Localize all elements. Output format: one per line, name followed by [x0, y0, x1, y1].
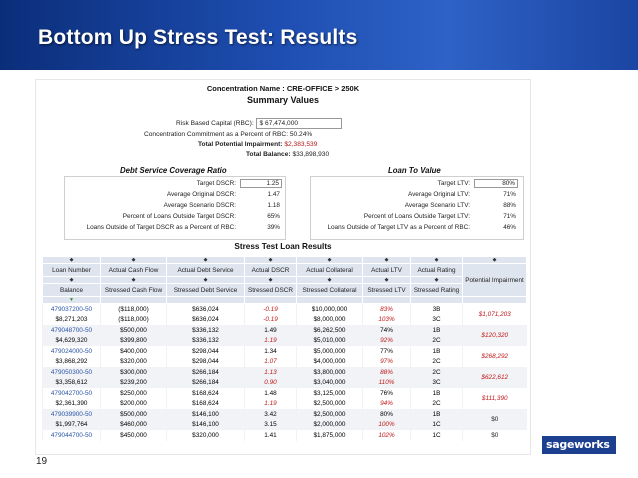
col-header[interactable]: Stressed Rating	[411, 284, 463, 297]
sort-indicator-row	[43, 297, 527, 304]
loan-number-link[interactable]: 479048700-50	[43, 325, 101, 336]
impairment-value: $0	[463, 430, 527, 441]
sort-arrow-icon[interactable]: ◆	[245, 277, 297, 284]
table-row: $3,868,292 $320,000 $298,044 1.07 $4,000,000 97% 2C	[43, 357, 527, 368]
sort-arrow-icon[interactable]: ◆	[463, 257, 527, 264]
sort-arrow-icon[interactable]: ◆	[363, 277, 411, 284]
sort-arrow-icon[interactable]: ◆	[167, 257, 245, 264]
sort-arrow-icon[interactable]: ◆	[245, 257, 297, 264]
sort-arrow-icon[interactable]: ◆	[363, 257, 411, 264]
sort-arrow-icon[interactable]: ◆	[297, 277, 363, 284]
table-row: 479048700-50 $500,000 $336,132 1.49 $6,262,500 74% 1B $120,320	[43, 325, 527, 336]
table-row: $3,358,612 $239,200 $266,184 0.90 $3,040,000 110% 3C	[43, 378, 527, 389]
slide-title: Bottom Up Stress Test: Results	[38, 26, 358, 49]
col-header[interactable]: Stressed DSCR	[245, 284, 297, 297]
sageworks-logo	[542, 436, 616, 454]
table-row: $4,629,320 $399,800 $336,132 1.19 $5,010,000 92% 2C	[43, 336, 527, 347]
sort-arrow-icon[interactable]: ◆	[43, 257, 101, 264]
impairment-value: $268,292	[463, 346, 527, 367]
impairment-value: $111,390	[463, 388, 527, 409]
page-number: 19	[36, 456, 48, 467]
col-header[interactable]: Actual Collateral	[297, 264, 363, 277]
table-row: 479024000-50 $400,000 $298,044 1.34 $5,000,000 77% 1B $268,292	[43, 346, 527, 357]
rbc-input[interactable]: $ 67,474,000	[256, 118, 342, 129]
table-row: $2,361,390 $200,000 $168,624 1.19 $2,500,000 94% 2C	[43, 399, 527, 410]
loan-number-link[interactable]: 479042700-50	[43, 388, 101, 399]
col-header[interactable]: Balance	[43, 284, 101, 297]
col-header[interactable]: Actual LTV	[363, 264, 411, 277]
logo-text: sageworks	[546, 438, 610, 451]
loan-number-link[interactable]: 479024000-50	[43, 346, 101, 357]
sort-arrow-row	[43, 277, 527, 284]
sort-arrow-icon[interactable]: ◆	[101, 257, 167, 264]
sort-down-icon[interactable]: ▼	[43, 297, 101, 304]
concentration-name: Concentration Name : CRE-OFFICE > 250K	[206, 84, 360, 93]
sort-arrow-icon[interactable]: ◆	[167, 277, 245, 284]
sort-arrow-icon[interactable]: ◆	[43, 277, 101, 284]
header-row-bottom	[43, 284, 527, 297]
col-header[interactable]: Actual DSCR	[245, 264, 297, 277]
impairment-value: $120,320	[463, 325, 527, 346]
col-header[interactable]: Stressed Cash Flow	[101, 284, 167, 297]
table-row: 479037200-50 ($118,000) $636,024 -0.19 $10,000,000 83% 3B $1,071,203	[43, 304, 527, 315]
table-row: 479039900-50 $500,000 $146,100 3.42 $2,500,000 80% 1B $0	[43, 409, 527, 420]
col-header[interactable]: Loan Number	[43, 264, 101, 277]
sort-arrow-icon[interactable]: ◆	[411, 257, 463, 264]
dscr-title: Debt Service Coverage Ratio	[120, 166, 227, 175]
impairment-value: $0	[463, 409, 527, 430]
summary-rbc: Risk Based Capital (RBC): $ 67,474,000	[176, 118, 342, 129]
table-title: Stress Test Loan Results	[234, 242, 332, 251]
loan-results-table	[42, 256, 527, 441]
table-row: 479042700-50 $250,000 $168,624 1.48 $3,125,000 76% 1B $111,390	[43, 388, 527, 399]
col-header[interactable]: Stressed Debt Service	[167, 284, 245, 297]
loan-number-link[interactable]: 479037200-50	[43, 304, 101, 315]
col-header[interactable]: Potential Impairment	[463, 264, 527, 297]
title-banner	[0, 0, 638, 70]
header-row-top	[43, 264, 527, 277]
sort-arrow-row	[43, 257, 527, 264]
sort-arrow-icon[interactable]: ◆	[101, 277, 167, 284]
target-dscr-input[interactable]: 1.25	[240, 179, 282, 188]
col-header[interactable]: Stressed LTV	[363, 284, 411, 297]
summary-impairment: Total Potential Impairment: $2,383,539	[198, 141, 318, 148]
col-header[interactable]: Actual Rating	[411, 264, 463, 277]
target-ltv-input[interactable]: 80%	[474, 179, 518, 188]
sort-arrow-icon[interactable]: ◆	[297, 257, 363, 264]
loan-number-link[interactable]: 479044700-50	[43, 430, 101, 441]
col-header[interactable]: Stressed Collateral	[297, 284, 363, 297]
sort-arrow-icon[interactable]: ◆	[411, 277, 463, 284]
table-row: $1,997,764 $460,000 $146,100 3.15 $2,000,000 100% 1C	[43, 420, 527, 431]
summary-balance: Total Balance: $33,898,930	[246, 151, 330, 158]
summary-title: Summary Values	[246, 95, 320, 105]
col-header[interactable]: Actual Cash Flow	[101, 264, 167, 277]
loan-number-link[interactable]: 479050300-50	[43, 367, 101, 378]
col-header[interactable]: Actual Debt Service	[167, 264, 245, 277]
impairment-value: $622,612	[463, 367, 527, 388]
summary-commitment: Concentration Commitment as a Percent of RBC: 50.24%	[144, 131, 313, 138]
table-row: 479044700-50 $450,000 $320,000 1.41 $1,875,000 102% 1C $0	[43, 430, 527, 441]
report-panel: Concentration Name : CRE-OFFICE > 250K Summary Values Risk Based Capital (RBC): $ 67,474,000 Concentration Commitment as a Percent of RBC: 50.24% Total Potential Impairment: $2,383,539 Total Balance: $33,898,930 Debt Service Coverage Ratio Target DSCR: 1.25 Average Original DSCR: 1.47 Average Scenario DSCR: 1.18 Percent of Loans Outside Target DSCR: 65% Loans Outside of Target DSCR as a Percent of RBC: 39% Loan To Value Target LTV: 80% Average Original LTV: 71% Average Scenario LTV: 88% Percent of Loans Outside Target LTV: 71% Loans Outside of Target LTV as a Percent of RBC: 46% Stress Test Loan Results ◆ ◆ ◆ ◆ ◆ ◆ ◆ ◆ Loan Number Actual Cash Flow Actual Debt Service Actual DSCR Actual Collateral Actual LTV Actual Rating Potential Impairment ◆ ◆ ◆ ◆ ◆ ◆ ◆ Balance Stressed Cash Flow Stressed Debt Service Stressed DSCR Stressed Collateral Stressed LTV Stressed Rating ▼ 479037200-50 ($118,000) $636,024 -0.19 $10,000,000 83% 3B $1,071,203 $8,271,203 ($118,000) $636,024 -0.19 $8,000,000 103% 3C 479048700-50 $500,000 $336,132 1.49 $6,262,500 74% 1B $120,320 $4,629,320 $399,800 $336,132 1.19 $5,010,000 92% 2C 479024000-50 $400,000 $298,044 1.34 $5,000,000 77% 1B $268,292 $3,868,292 $320,000 $298,044 1.07 $4,000,000 97% 2C 479050300-50 $300,000 $266,184 1.13 $3,800,000 88% 2C $622,612 $3,358,612 $239,200 $266,184 0.90 $3,040,000 110% 3C 479042700-50 $250,000 $168,624 1.48 $3,125,000 76% 1B $111,390 $2,361,390 $200,000 $168,624 1.19 $2,500,000 94% 2C 479039900-50 $500,000 $146,100 3.42 $2,500,000 80% 1B $0 $1,997,764 $460,000 $146,100 3.15 $2,000,000 100% 1C 479044700-50 $450,000 $320,000 1.41 $1,875,000 102% 1C $0	[36, 80, 530, 454]
impairment-value: $1,071,203	[463, 304, 527, 326]
table-row: 479050300-50 $300,000 $266,184 1.13 $3,800,000 88% 2C $622,612	[43, 367, 527, 378]
loan-number-link[interactable]: 479039900-50	[43, 409, 101, 420]
ltv-title: Loan To Value	[388, 166, 441, 175]
table-row: $8,271,203 ($118,000) $636,024 -0.19 $8,000,000 103% 3C	[43, 315, 527, 326]
